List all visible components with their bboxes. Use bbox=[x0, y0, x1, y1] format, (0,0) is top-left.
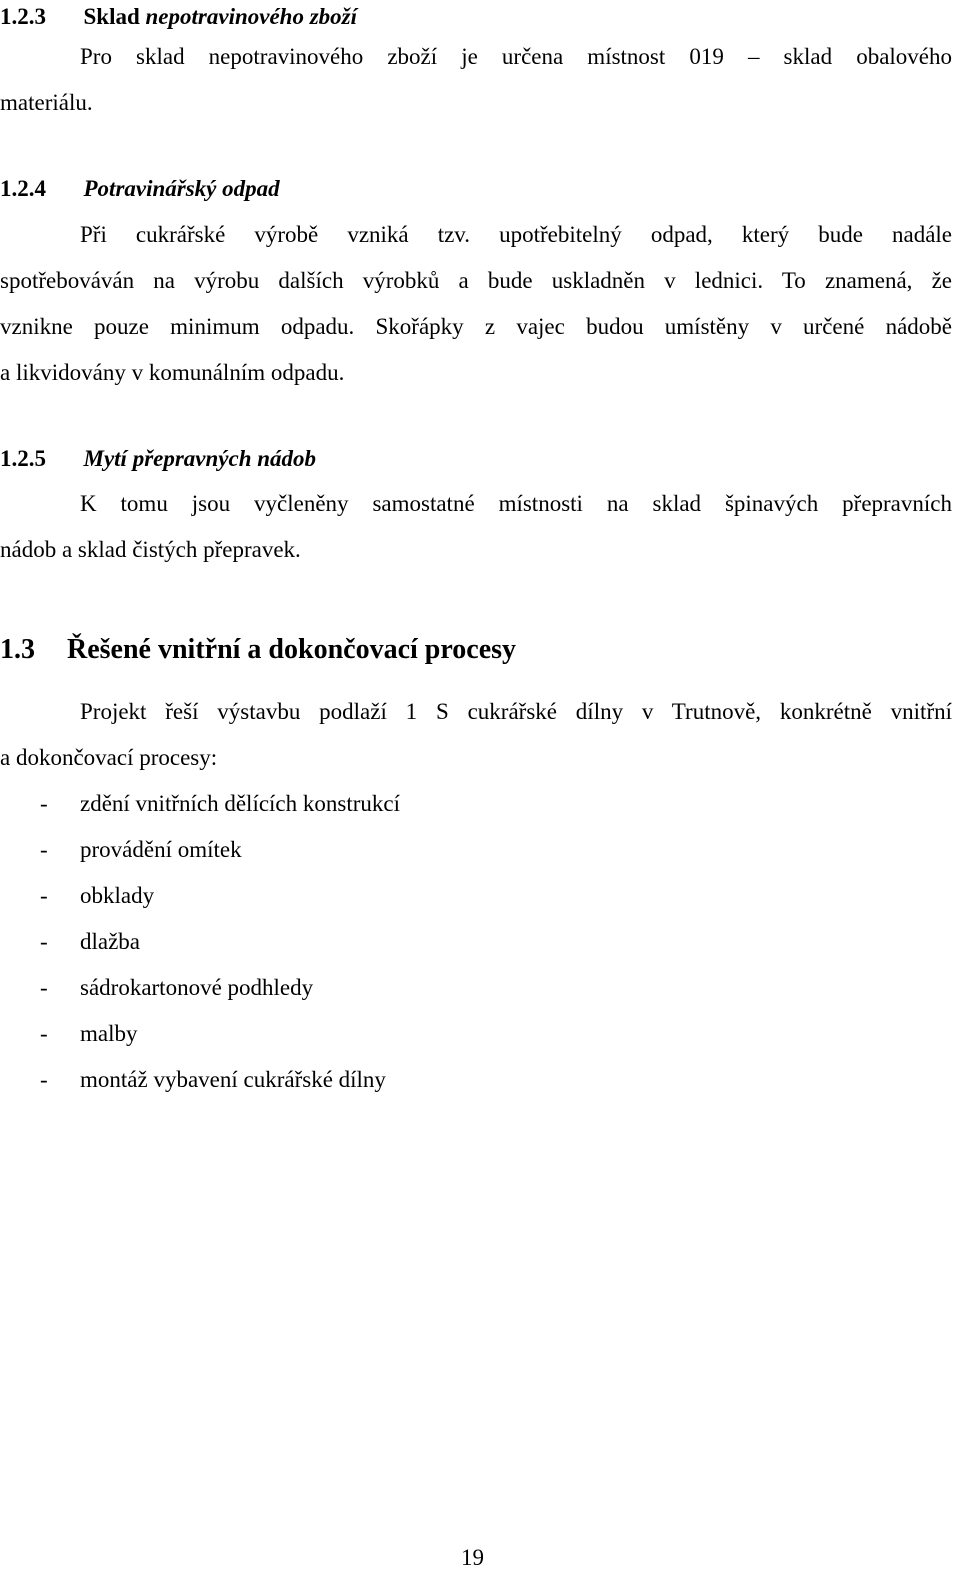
list-marker: - bbox=[40, 1021, 48, 1046]
paragraph-line: vznikne pouze minimum odpadu. Skořápky z vajec budou umístěny v určené nádobě bbox=[0, 314, 952, 339]
heading-title: Potravinářský odpad bbox=[83, 176, 280, 201]
paragraph-line: a likvidovány v komunálním odpadu. bbox=[0, 360, 345, 385]
paragraph-line: a dokončovací procesy: bbox=[0, 745, 218, 770]
heading-1-3 bbox=[0, 634, 516, 666]
list-marker: - bbox=[40, 791, 48, 816]
list-item: dlažba bbox=[80, 929, 141, 954]
paragraph-line: Projekt řeší výstavbu podlaží 1 S cukrářské dílny v Trutnově, konkrétně vnitřní bbox=[80, 699, 952, 724]
heading-1-2-4 bbox=[0, 176, 280, 202]
heading-1-2-3 bbox=[0, 4, 357, 30]
paragraph-line: nádob a sklad čistých přepravek. bbox=[0, 537, 301, 562]
list-item: obklady bbox=[80, 883, 155, 908]
list-marker: - bbox=[40, 929, 48, 954]
paragraph-line: materiálu. bbox=[0, 90, 93, 115]
list-item: zdění vnitřních dělících konstrukcí bbox=[80, 791, 400, 816]
list-marker: - bbox=[40, 1067, 48, 1092]
list-marker: - bbox=[40, 975, 48, 1000]
heading-title-italic: nepotravinového zboží bbox=[145, 4, 357, 29]
list-item: provádění omítek bbox=[80, 837, 242, 862]
page-number: 19 bbox=[461, 1545, 484, 1570]
paragraph-line: spotřebováván na výrobu dalších výrobků a bude uskladněn v lednici. To znamená, že bbox=[0, 268, 952, 293]
list-item: malby bbox=[80, 1021, 138, 1046]
list-marker: - bbox=[40, 837, 48, 862]
heading-title: Mytí přepravných nádob bbox=[83, 446, 317, 471]
paragraph-line: Při cukrářské výrobě vzniká tzv. upotřebitelný odpad, který bude nadále bbox=[80, 222, 952, 247]
list-item: montáž vybavení cukrářské dílny bbox=[80, 1067, 386, 1092]
paragraph-line: K tomu jsou vyčleněny samostatné místnosti na sklad špinavých přepravních bbox=[80, 491, 952, 516]
heading-title: Řešené vnitřní a dokončovací procesy bbox=[67, 634, 517, 665]
heading-title-bold: Sklad bbox=[83, 4, 140, 29]
list-marker: - bbox=[40, 883, 48, 908]
paragraph-line: Pro sklad nepotravinového zboží je určena místnost 019 – sklad obalového bbox=[80, 44, 952, 69]
heading-number: 1.2.4 bbox=[0, 176, 46, 201]
heading-number: 1.2.3 bbox=[0, 4, 46, 29]
heading-1-2-5 bbox=[0, 446, 316, 472]
heading-number: 1.2.5 bbox=[0, 446, 46, 471]
heading-number: 1.3 bbox=[0, 634, 35, 665]
list-item: sádrokartonové podhledy bbox=[80, 975, 314, 1000]
